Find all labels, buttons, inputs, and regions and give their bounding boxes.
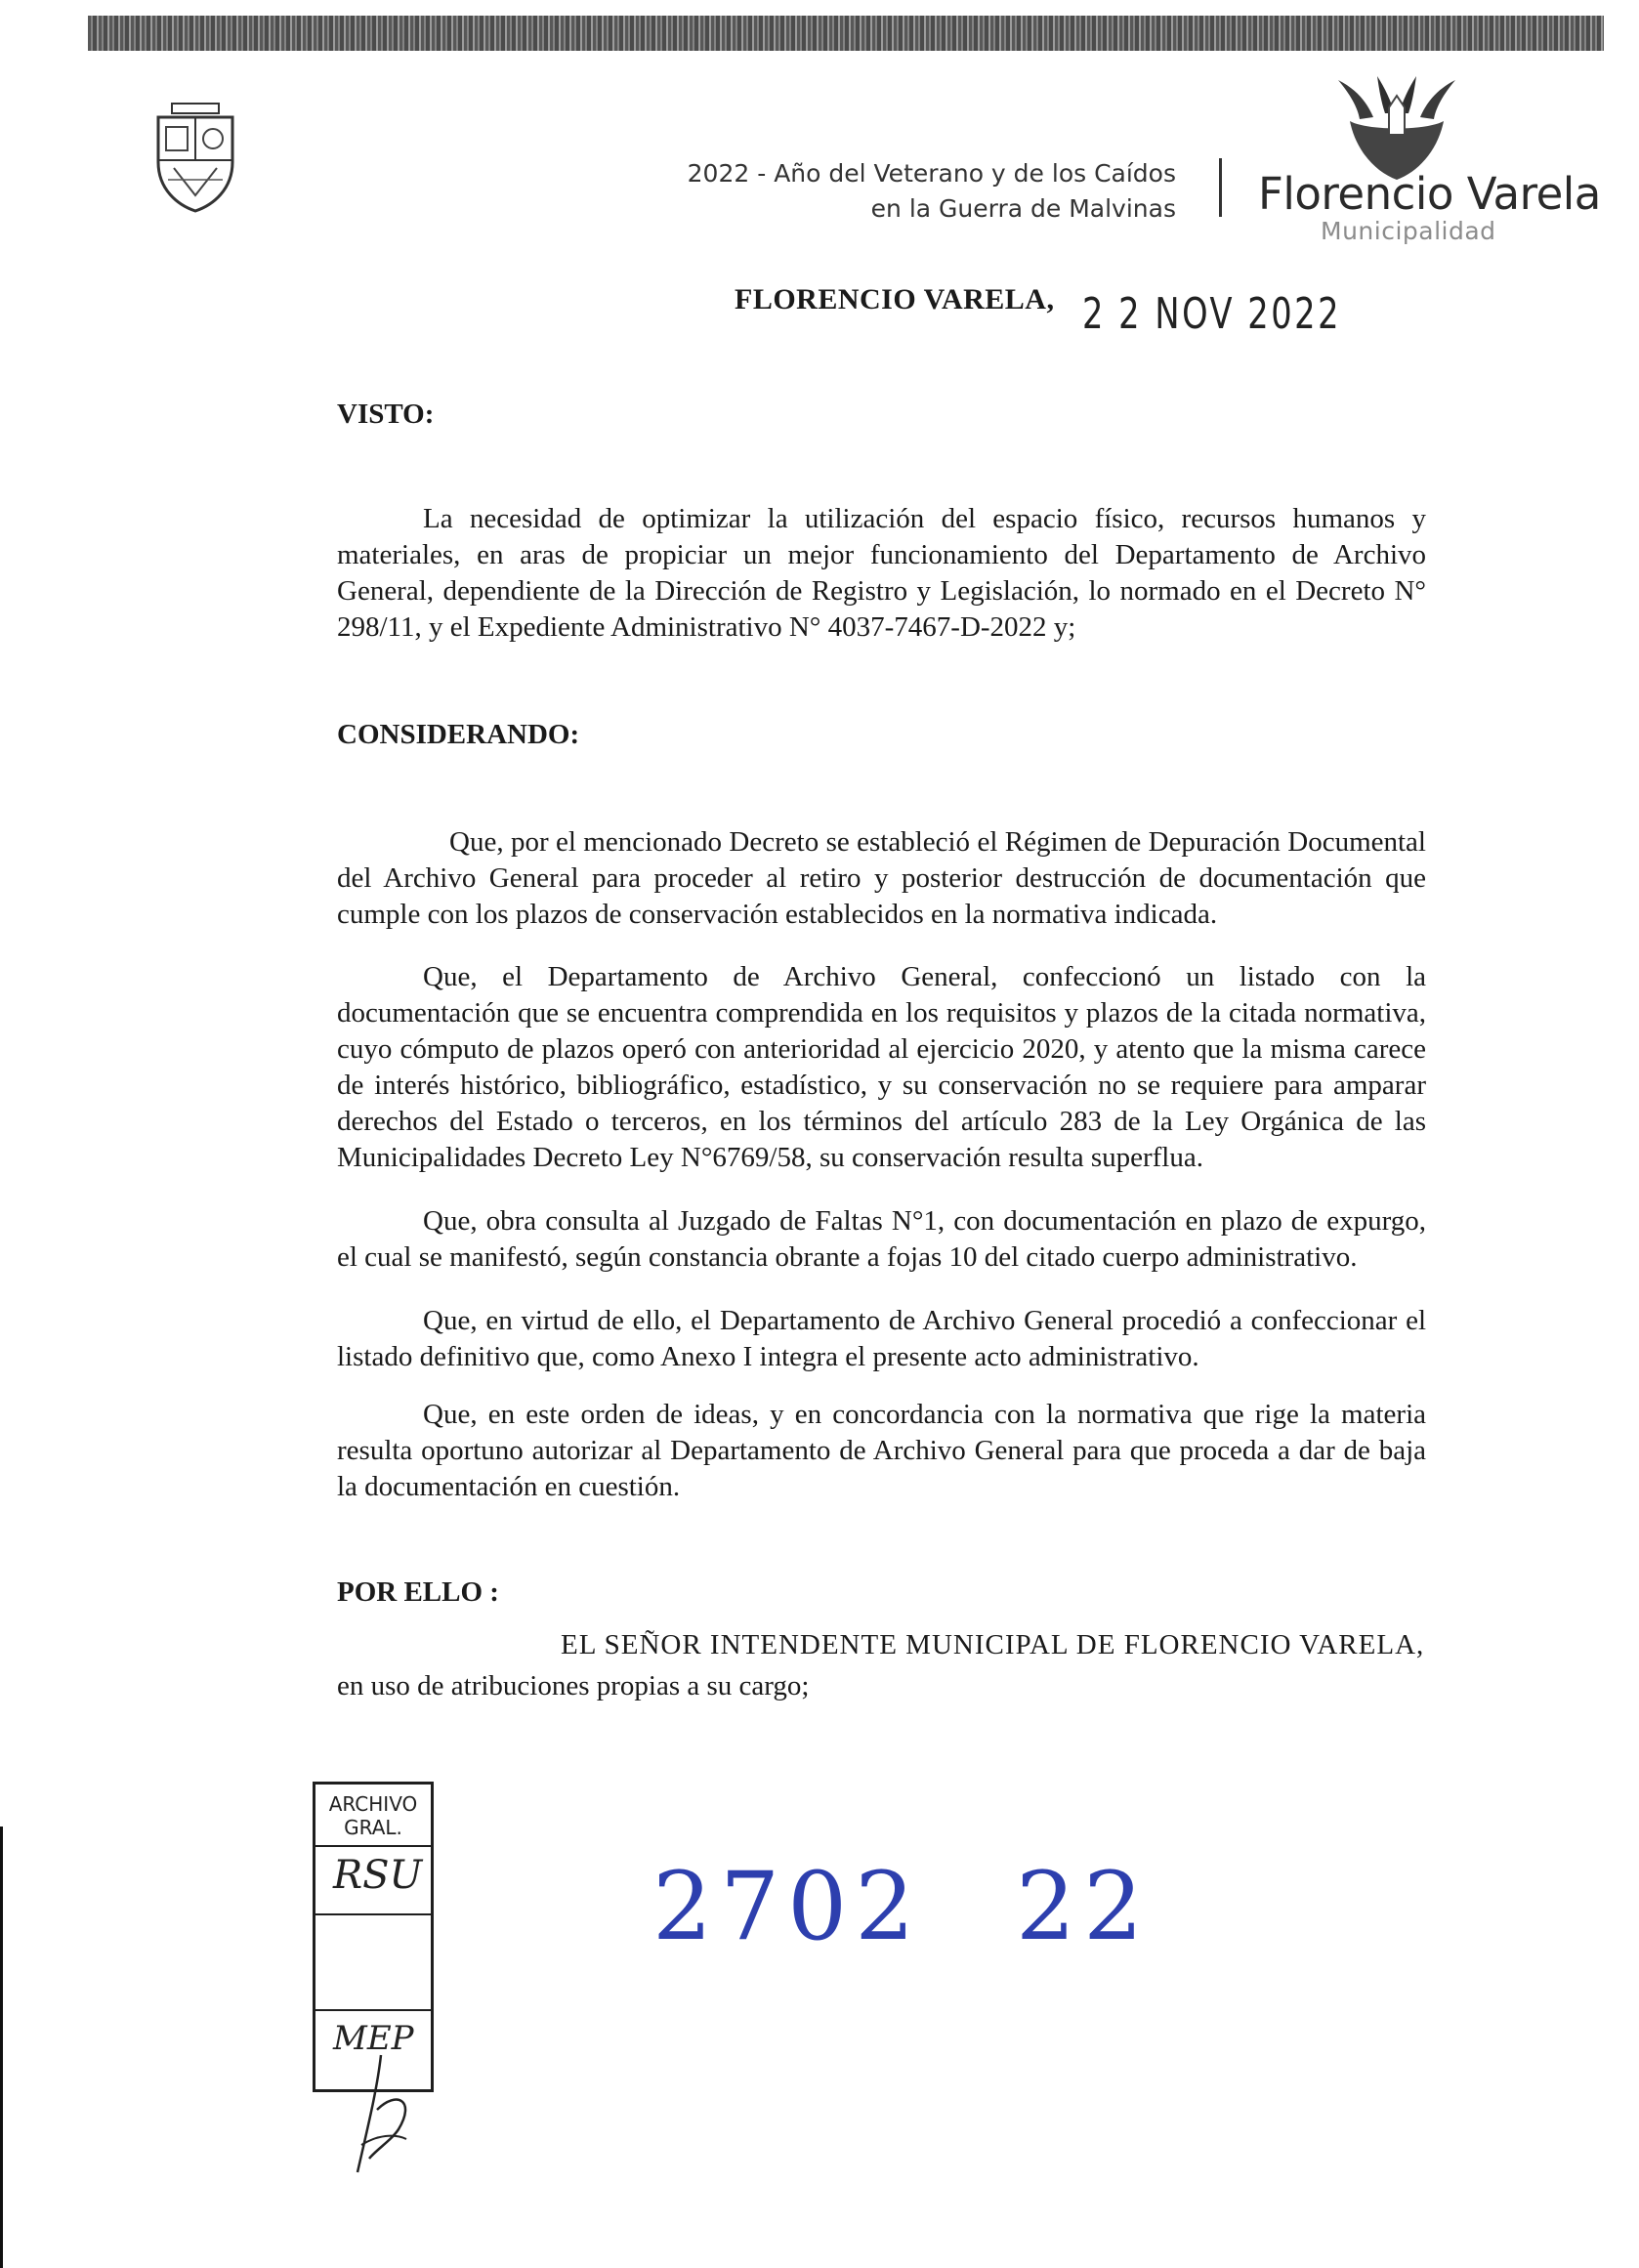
por-ello-heading: POR ELLO : xyxy=(337,1576,499,1608)
intendente-line: EL SEÑOR INTENDENTE MUNICIPAL DE FLORENCIO VARELA, xyxy=(561,1629,1425,1660)
slogan-line-1: 2022 - Año del Veterano y de los Caídos xyxy=(687,159,1176,188)
place-label: FLORENCIO VARELA, xyxy=(735,283,1055,315)
scan-left-edge xyxy=(0,1827,3,2268)
archivo-stamp-line-2: GRAL. xyxy=(344,1816,402,1839)
visto-paragraph: La necesidad de optimizar la utilización del espacio físico, recursos humanos y materiales, en aras de propiciar un mejor funcionamiento del Departamento de Archivo General, dependiente de la Dirección de Registro y Legislación, lo normado en el Decreto N° 298/11, y el Expediente Administrativo N° 4037-7467-D-2022 y; xyxy=(337,503,1426,643)
archivo-stamp-title xyxy=(315,1792,431,1839)
municipality-name: Florencio Varela xyxy=(1258,168,1601,220)
handwritten-signature-icon xyxy=(348,2051,426,2178)
archivo-stamp-line-1: ARCHIVO xyxy=(328,1792,418,1816)
header-divider xyxy=(1219,158,1222,217)
stamp-divider-3 xyxy=(315,2009,431,2011)
year-slogan xyxy=(586,156,1176,227)
coat-of-arms-icon xyxy=(154,102,236,215)
atribuciones-line: en uso de atribuciones propias a su cargo; xyxy=(337,1670,810,1701)
considerando-paragraph-1: Que, por el mencionado Decreto se estableció el Régimen de Depuración Documental del Archivo General para proceder al retiro y posterior destrucción de documentación que cumple con los plazos de conservación establecidos en la normativa indicada. xyxy=(337,826,1426,930)
considerando-paragraph-3: Que, obra consulta al Juzgado de Faltas N°1, con documentación en plazo de expurgo, el cual se manifestó, según constancia obrante a fojas 10 del citado cuerpo administrativo. xyxy=(337,1205,1426,1273)
stamp-initials-1: RSU xyxy=(333,1853,423,1898)
municipality-logo-icon xyxy=(1328,74,1465,182)
decree-year: 22 xyxy=(1016,1852,1152,1961)
scan-edge-strip xyxy=(88,16,1604,51)
archivo-stamp xyxy=(313,1782,434,2092)
considerando-paragraph-2: Que, el Departamento de Archivo General, confeccionó un listado con la documentación que se encuentra comprendida en los requisitos y plazos de la citada normativa, cuyo cómputo de plazos operó con anterioridad al ejercicio 2020, y atento que la misma carece de interés histórico, bibliográfico, estadístico, y su conservación no se requiere para amparar derechos del Estado o terceros, en los términos del artículo 283 de la Ley Orgánica de las Municipalidades Decreto Ley N°6769/58, su conservación resulta superflua. xyxy=(337,961,1426,1173)
considerando-paragraph-4: Que, en virtud de ello, el Departamento de Archivo General procedió a confeccionar el listado definitivo que, como Anexo I integra el presente acto administrativo. xyxy=(337,1305,1426,1372)
stamp-divider-2 xyxy=(315,1913,431,1915)
stamp-initials-2: MEP xyxy=(333,2019,414,2058)
stamp-divider-1 xyxy=(315,1845,431,1847)
considerando-heading: CONSIDERANDO: xyxy=(337,719,580,750)
visto-heading: VISTO: xyxy=(337,399,435,430)
considerando-paragraph-5: Que, en este orden de ideas, y en concordancia con la normativa que rige la materia resulta oportuno autorizar al Departamento de Archivo General para que proceda a dar de baja la documentación en cuestión. xyxy=(337,1399,1426,1502)
decree-number: 2702 xyxy=(652,1852,923,1961)
date-stamp: 2 2 NOV 2022 xyxy=(1082,289,1342,339)
slogan-line-2: en la Guerra de Malvinas xyxy=(870,194,1176,223)
municipality-subtitle: Municipalidad xyxy=(1321,217,1496,245)
